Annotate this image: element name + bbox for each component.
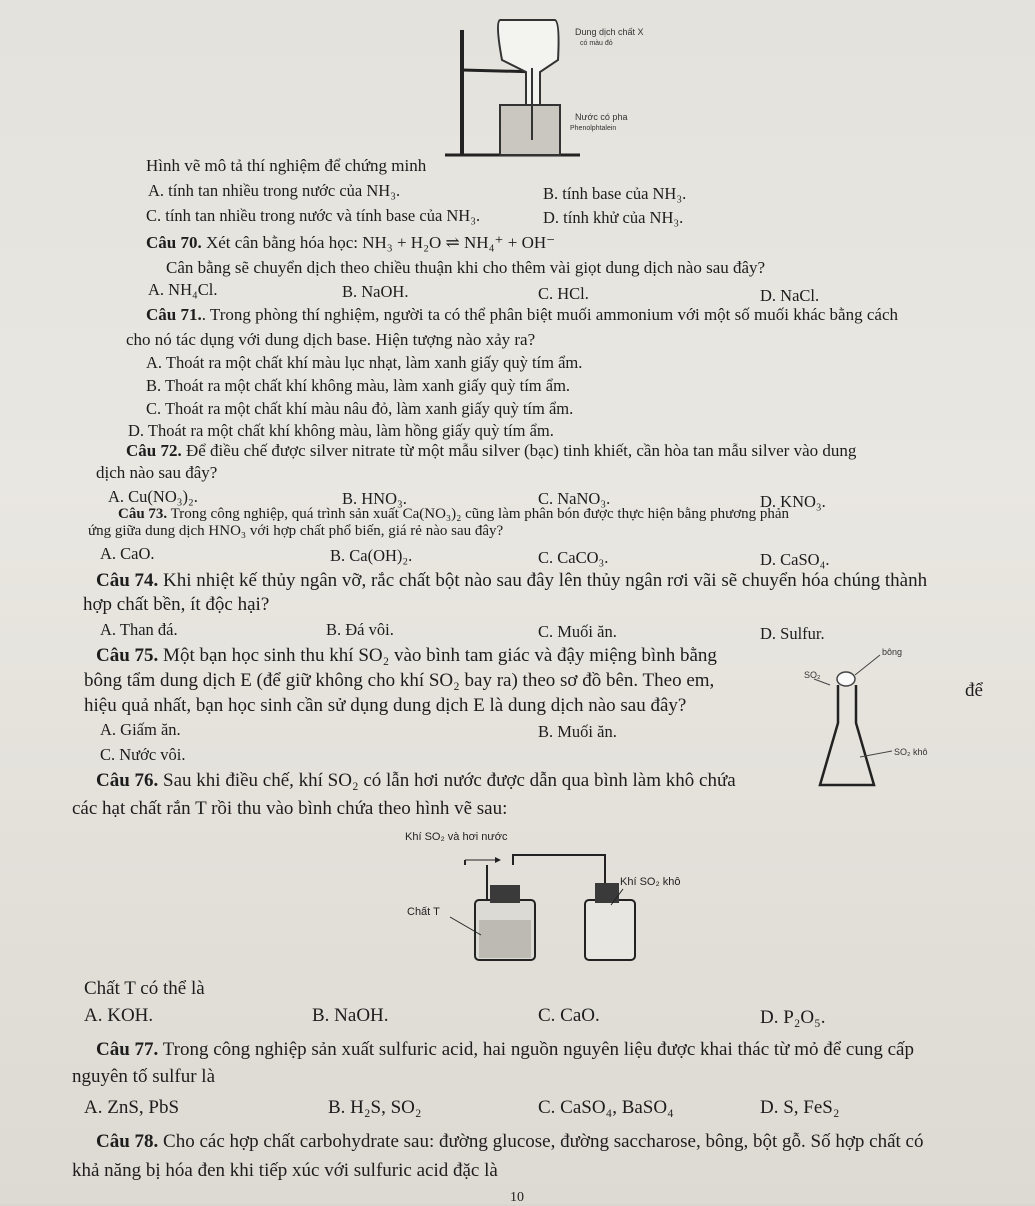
q76-option-a: A. KOH. <box>84 1005 154 1026</box>
q75-text3: hiệu quả nhất, bạn học sinh cần sử dụng dung dịch E là dung dịch nào sau đây? <box>84 695 687 716</box>
q73-text2: ứng giữa dung dịch HNO₃ với hợp chất phổ biến, giá rẻ nào sau đây? <box>88 523 504 539</box>
q78-text2: khả năng bị hóa đen khi tiếp xúc với sulfuric acid đặc là <box>72 1160 498 1181</box>
q78-title: Câu 78. <box>96 1131 159 1152</box>
fig76-solid-label: Chất T <box>407 906 440 918</box>
q77-option-b: B. H₂S, SO₂ <box>328 1097 422 1118</box>
q70-stem <box>146 233 555 253</box>
q72-option-d: D. KNO₃. <box>760 492 826 511</box>
solid-t-granules <box>479 920 531 958</box>
q74-option-c: C. Muối ăn. <box>538 622 617 641</box>
q77-option-c: C. CaSO₄, BaSO₄ <box>538 1097 674 1118</box>
q73-text: Trong công nghiệp, quá trình sản xuất Ca(NO₃)₂ cũng làm phân bón được thực hiện bằng phương phản <box>170 506 790 522</box>
q73-option-b: B. Ca(OH)₂. <box>330 546 413 565</box>
q72-title: Câu 72. <box>126 441 182 460</box>
q69-option-c: C. tính tan nhiều trong nước và tính base của NH₃. <box>146 206 481 225</box>
q71-option-a: A. Thoát ra một chất khí màu lục nhạt, làm xanh giấy quỳ tím ẩm. <box>146 353 583 372</box>
q76-option-c: C. CaO. <box>538 1005 600 1026</box>
q75-stem <box>96 645 717 667</box>
q77-text2: nguyên tố sulfur là <box>72 1066 216 1087</box>
fountain-experiment-diagram <box>440 10 700 160</box>
q69-option-d: D. tính khử của NH₃. <box>543 208 684 227</box>
q73-option-a: A. CaO. <box>100 544 155 563</box>
q75-option-b: B. Muối ăn. <box>538 722 617 741</box>
q70-text: Xét cân bằng hóa học: NH₃ + H₂O ⇌ NH₄⁺ + OH⁻ <box>205 233 556 252</box>
q73-option-c: C. CaCO₃. <box>538 548 609 567</box>
q72-text2: dịch nào sau đây? <box>96 463 218 482</box>
q76-question: Chất T có thể là <box>84 978 205 999</box>
q70-option-b: B. NaOH. <box>342 282 409 301</box>
fig75-dry-label: SO₂ khô <box>894 747 928 757</box>
q74-title: Câu 74. <box>96 570 159 591</box>
q76-option-b: B. NaOH. <box>312 1005 389 1026</box>
q69-option-a: A. tính tan nhiều trong nước của NH₃. <box>148 181 401 200</box>
q73-option-d: D. CaSO₄. <box>760 550 830 569</box>
q70-option-c: C. HCl. <box>538 284 589 303</box>
drying-apparatus-diagram <box>395 825 735 975</box>
q74-text: Khi nhiệt kế thủy ngân vỡ, rắc chất bột nào sau đây lên thủy ngân rơi vãi sẽ chuyển hóa chúng thành <box>163 570 928 591</box>
cotton-plug <box>837 672 855 686</box>
q76-option-d: D. P₂O₅. <box>760 1007 826 1028</box>
q76-text: Sau khi điều chế, khí SO₂ có lẫn hơi nước được dẫn qua bình làm khô chứa <box>163 770 736 791</box>
q75-title: Câu 75. <box>96 645 159 666</box>
fig69-label-bottom-1: Nước có pha <box>575 112 628 122</box>
q71-option-d: D. Thoát ra một chất khí không màu, làm hồng giấy quỳ tím ẩm. <box>128 421 554 440</box>
q71-text2: cho nó tác dụng với dung dịch base. Hiện tượng nào xảy ra? <box>126 330 536 349</box>
q71-option-c: C. Thoát ra một chất khí màu nâu đỏ, làm xanh giấy quỳ tím ẩm. <box>146 399 574 418</box>
q78-text: Cho các hợp chất carbohydrate sau: đường glucose, đường saccharose, bông, bột gỗ. Số hợp chất có <box>163 1131 924 1152</box>
q70-text2: Cân bằng sẽ chuyển dịch theo chiều thuận khi cho thêm vài giọt dung dịch nào sau đây? <box>166 258 766 277</box>
q77-option-a: A. ZnS, PbS <box>84 1097 180 1118</box>
q71-text: . Trong phòng thí nghiệm, người ta có thể phân biệt muối ammonium với một số muối khác bằng cách <box>201 305 898 324</box>
q77-title: Câu 77. <box>96 1039 159 1060</box>
flask-body <box>820 685 874 785</box>
q75-text: Một bạn học sinh thu khí SO₂ vào bình tam giác và đậy miệng bình bằng <box>163 645 717 666</box>
q77-option-d: D. S, FeS₂ <box>760 1097 840 1118</box>
fig75-cotton-label: bông <box>882 647 903 657</box>
fig69-label-bottom-2: Phenolphtalein <box>570 125 617 132</box>
q72-option-b: B. HNO₃. <box>342 489 407 508</box>
beaker <box>500 105 560 155</box>
q71-stem <box>146 305 898 325</box>
q75-text2b: để <box>965 680 983 701</box>
q72-text: Để điều chế được silver nitrate từ một mẫu silver (bạc) tinh khiết, cần hòa tan mẫu silver vào dung <box>185 441 857 460</box>
page-number: 10 <box>510 1190 524 1205</box>
fig69-label-top-1: Dung dịch chất X <box>575 27 644 37</box>
q77-stem <box>96 1039 914 1061</box>
q73-stem <box>118 506 789 523</box>
q69-option-b: B. tính base của NH₃. <box>543 184 687 203</box>
fig75-so2-label: SO₂ <box>804 670 821 680</box>
q71-title: Câu 71. <box>146 305 202 324</box>
q70-option-a: A. NH₄Cl. <box>148 280 218 299</box>
fig76-gas-out-label: Khí SO₂ khô <box>620 876 681 888</box>
q76-stem <box>96 770 736 792</box>
q74-stem <box>96 570 927 592</box>
fig76-gas-in-label: Khí SO₂ và hơi nước <box>405 831 508 843</box>
q70-option-d: D. NaCl. <box>760 286 820 305</box>
q78-stem <box>96 1131 923 1153</box>
q75-option-a: A. Giấm ăn. <box>100 720 181 739</box>
q74-option-b: B. Đá vôi. <box>326 620 394 639</box>
q74-option-d: D. Sulfur. <box>760 624 825 643</box>
q72-option-a: A. Cu(NO₃)₂. <box>108 487 198 506</box>
q77-text: Trong công nghiệp sản xuất sulfuric acid, hai nguồn nguyên liệu được khai thác từ mỏ để cung cấp <box>162 1039 914 1060</box>
q72-option-c: C. NaNO₃. <box>538 489 611 508</box>
q74-option-a: A. Than đá. <box>100 620 178 639</box>
q76-text2: các hạt chất rắn T rồi thu vào bình chứa theo hình vẽ sau: <box>72 798 508 819</box>
q76-title: Câu 76. <box>96 770 159 791</box>
q73-title: Câu 73. <box>118 506 168 522</box>
q71-option-b: B. Thoát ra một chất khí không màu, làm xanh giấy quỳ tím ẩm. <box>146 376 571 395</box>
q74-text2: hợp chất bền, ít độc hại? <box>83 594 270 615</box>
q72-stem <box>126 441 856 461</box>
conical-flask-diagram <box>800 645 940 795</box>
fig69-label-top-2: có màu đỏ <box>580 40 613 47</box>
q69-intro: Hình vẽ mô tả thí nghiệm để chứng minh <box>146 156 427 175</box>
q70-title: Câu 70. <box>146 233 202 252</box>
q75-text2: bông tẩm dung dịch E (để giữ không cho khí SO₂ bay ra) theo sơ đồ bên. Theo em, <box>84 670 715 691</box>
collecting-bottle <box>585 900 635 960</box>
q75-option-c: C. Nước vôi. <box>100 745 186 764</box>
